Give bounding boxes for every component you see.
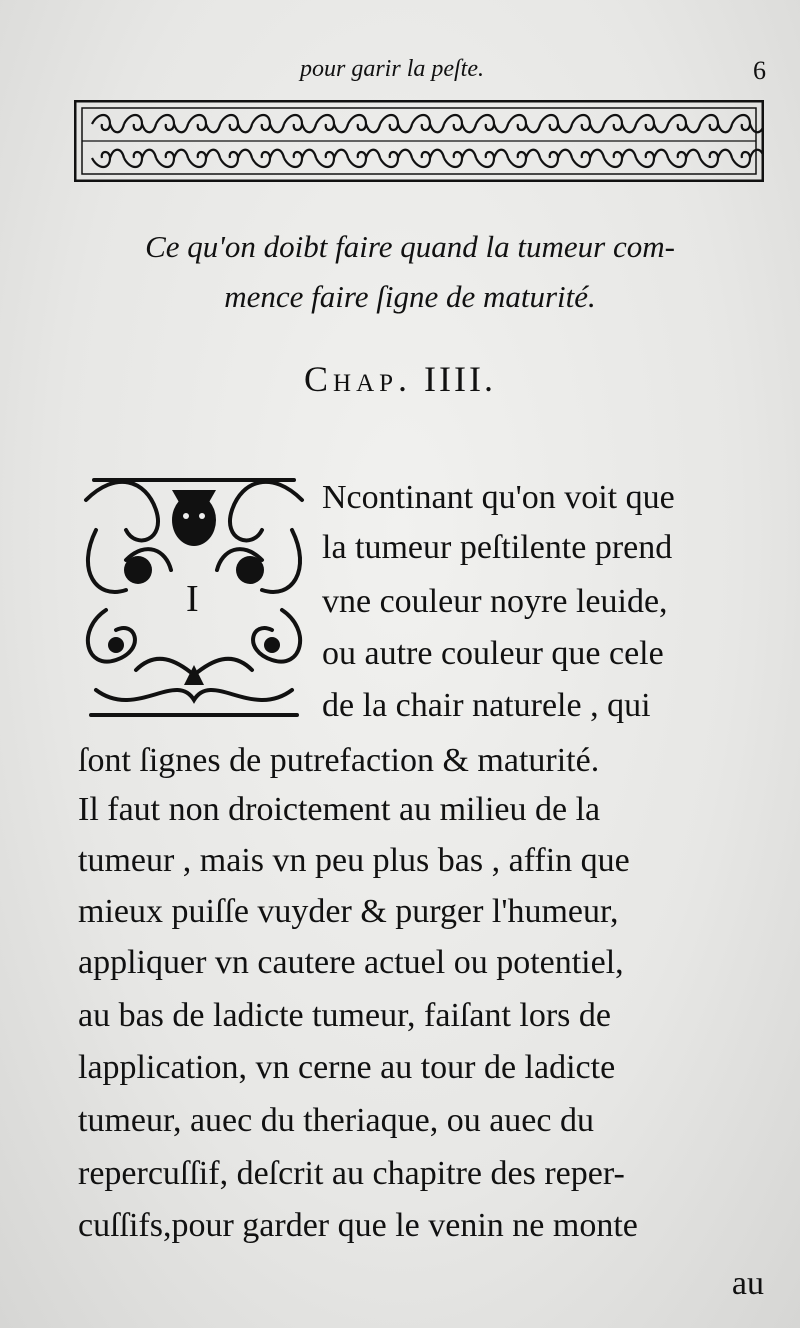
scroll-ornament [668, 150, 700, 167]
running-title: pour garir la peſte. [300, 56, 484, 82]
scroll-ornament [476, 150, 508, 167]
scroll-ornament [284, 115, 316, 132]
scroll-ornament [540, 115, 572, 132]
scroll-ornament [604, 115, 636, 132]
body-line: ſont ſignes de putrefaction & maturité. [78, 742, 600, 779]
body-line: repercuſſif, deſcrit au chapitre des reper- [78, 1155, 625, 1192]
scroll-ornament [156, 115, 188, 132]
chapter-word: Chap. [304, 359, 413, 399]
scroll-ornament [412, 150, 444, 167]
scroll-ornament [540, 150, 572, 167]
scroll-ornament [700, 115, 732, 132]
chapter-heading [60, 222, 760, 322]
scroll-ornament [316, 150, 348, 167]
scroll-ornament [700, 150, 732, 167]
scroll-ornament [220, 150, 252, 167]
scroll-ornament [220, 115, 252, 132]
scroll-ornament [668, 115, 700, 132]
scroll-ornament [124, 150, 156, 167]
scroll-ornament [156, 150, 188, 167]
scroll-ornament [188, 115, 220, 132]
scroll-ornament [572, 115, 604, 132]
page-number: 6 [753, 56, 766, 85]
chapter-number [0, 358, 800, 400]
drop-cap-letter: I [186, 578, 199, 620]
scroll-ornament [380, 150, 412, 167]
running-head [0, 56, 800, 90]
body-line: au bas de ladicte tumeur, faiſant lors de [78, 997, 611, 1034]
body-line: ou autre couleur que cele [322, 635, 664, 672]
scroll-ornament [572, 150, 604, 167]
body-line: lapplication, vn cerne au tour de ladicte [78, 1049, 616, 1086]
body-line: la tumeur peſtilente prend [322, 529, 673, 566]
scroll-ornament [348, 150, 380, 167]
heading-line-2: mence faire ſigne de maturité. [224, 279, 596, 314]
scroll-ornament [508, 115, 540, 132]
scroll-ornament [412, 115, 444, 132]
scroll-ornament [92, 150, 124, 167]
body-line: vne couleur noyre leuide, [322, 583, 668, 620]
catchword: au [731, 1265, 764, 1302]
scroll-ornament [188, 150, 220, 167]
body-line: tumeur, auec du theriaque, ou auec du [78, 1102, 594, 1139]
scroll-ornament [92, 115, 124, 132]
scroll-ornament [604, 150, 636, 167]
scroll-ornament [380, 115, 412, 132]
scroll-ornament [636, 150, 668, 167]
body-line: tumeur , mais vn peu plus bas , affin que [78, 842, 630, 879]
chapter-roman: IIII. [424, 359, 496, 399]
heading-line-1: Ce qu'on doibt faire quand la tumeur com- [145, 229, 675, 264]
scroll-ornament [252, 115, 284, 132]
scroll-ornament [444, 150, 476, 167]
ornamental-border-band [74, 100, 764, 182]
scroll-ornament [124, 115, 156, 132]
scroll-ornament [316, 115, 348, 132]
scroll-ornament [348, 115, 380, 132]
scroll-ornament [284, 150, 316, 167]
body-line: Il faut non droictement au milieu de la [78, 791, 601, 828]
body-line: appliquer vn cautere actuel ou potentiel, [78, 944, 624, 981]
body-line: mieux puiſſe vuyder & purger l'humeur, [78, 893, 619, 930]
scroll-ornament [252, 150, 284, 167]
body-line: cuſſifs,pour garder que le venin ne monte [78, 1207, 638, 1244]
scroll-ornament [732, 115, 764, 132]
scroll-ornament [508, 150, 540, 167]
body-line: Ncontinant qu'on voit que [322, 479, 675, 516]
body-line: de la chair naturele , qui [322, 687, 651, 724]
scroll-ornament [444, 115, 476, 132]
scroll-ornament [636, 115, 668, 132]
scroll-ornament [476, 115, 508, 132]
scroll-ornament [732, 150, 764, 167]
